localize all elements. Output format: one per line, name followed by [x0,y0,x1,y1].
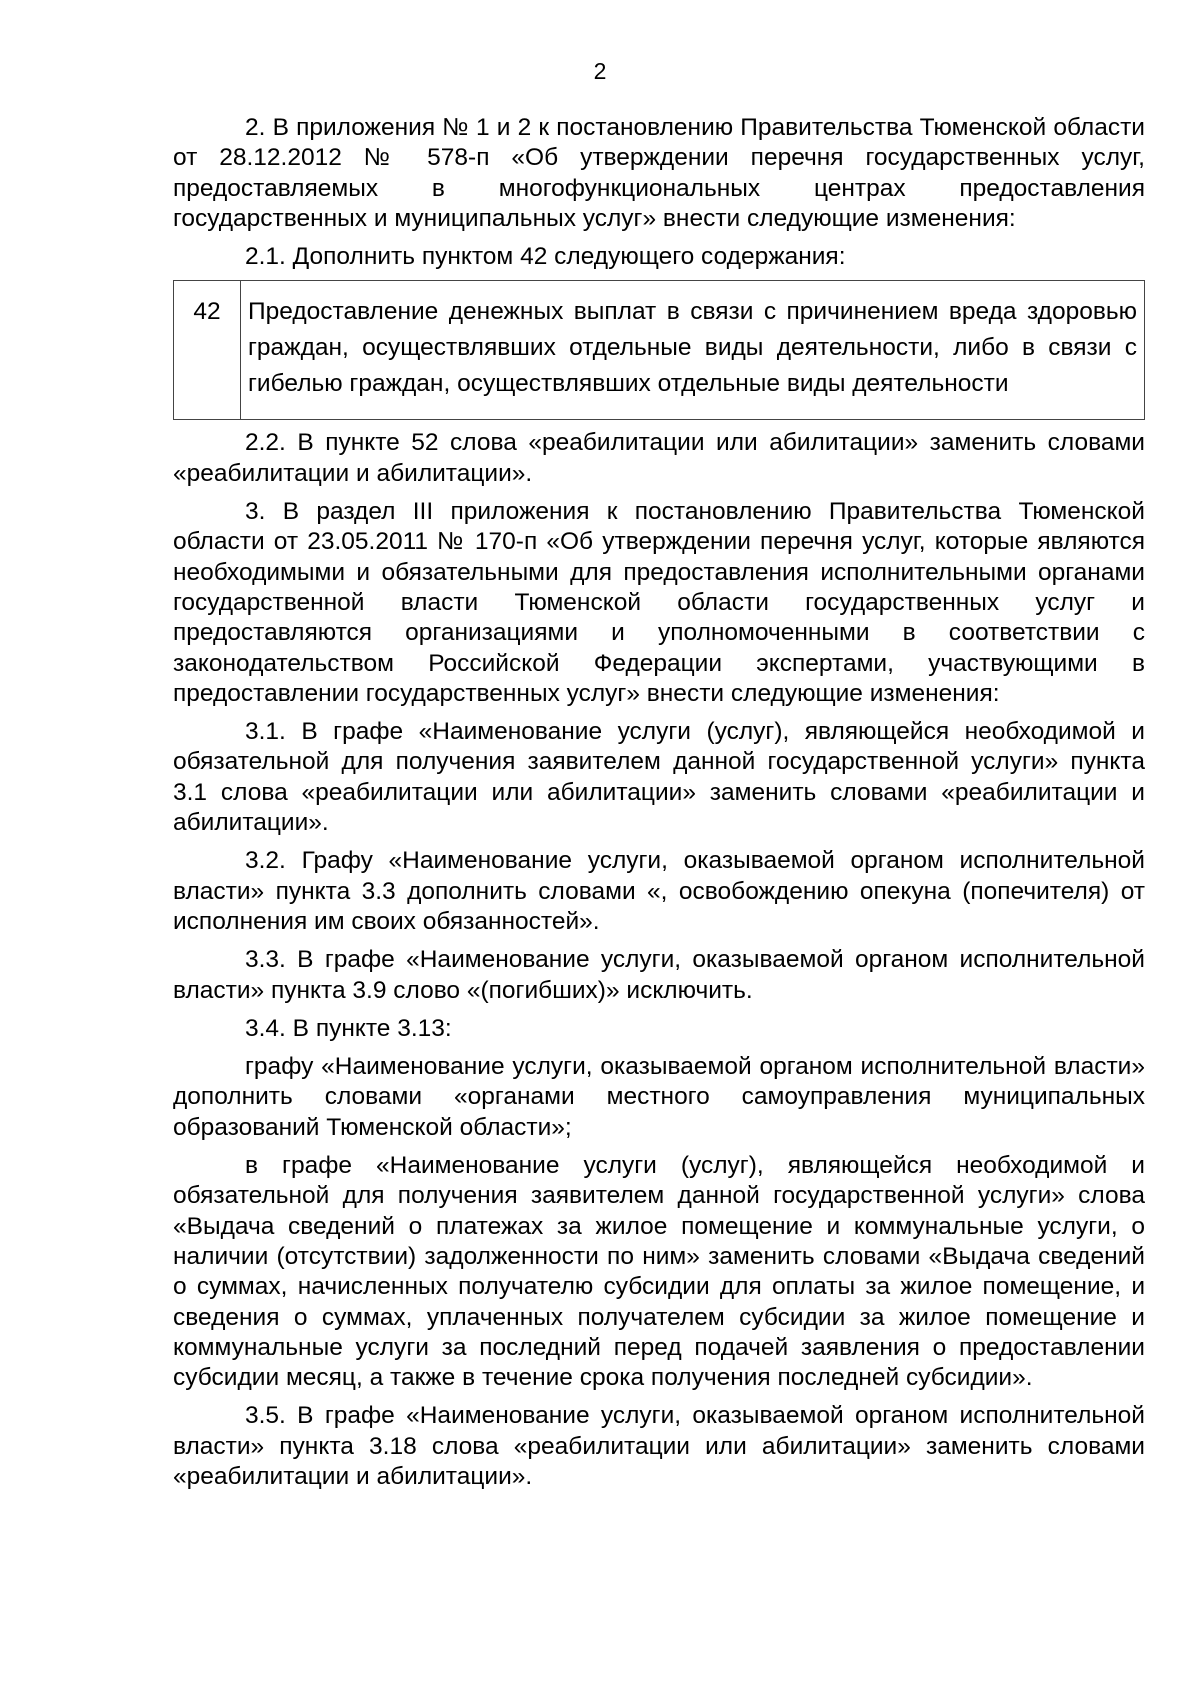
inserted-item-table [173,280,1145,420]
paragraph-3-4-b: в графе «Наименование услуги (услуг), являющейся необходимой и обязательной для получения заявителем данной государственной услуги» слова «Выдача сведений о платежах за жилое помещение и коммунальные услуги, о наличии (отсутствии) задолженности по ним» заменить словами «Выдача сведений о суммах, начисленных получателю субсидии для оплаты за жилое помещение, и сведения о суммах, уплаченных получателем субсидии за жилое помещение и коммунальные услуги за последний перед подачей заявления о предоставлении субсидии месяц, а также в течение срока получения последней субсидии». [173,1152,1145,1392]
paragraph-2-1: 2.1. Дополнить пунктом 42 следующего содержания: [245,243,846,271]
table-row [174,281,1145,420]
paragraph-2-2: 2.2. В пункте 52 слова «реабилитации или абилитации» заменить словами «реабилитации и абилитации». [173,429,1145,487]
paragraph-3-1: 3.1. В графе «Наименование услуги (услуг), являющейся необходимой и обязательной для получения заявителем данной государственной услуги» пункта 3.1 слова «реабилитации или абилитации» заменить словами «реабилитации и абилитации». [173,718,1145,837]
paragraph-3: 3. В раздел III приложения к постановлению Правительства Тюменской области от 23.05.2011 № 170-п «Об утверждении перечня услуг, которые являются необходимыми и обязательными для предоставления исполнительными органами государственной власти Тюменской области государственных услуг и предоставляются организациями и уполномоченными в соответствии с законодательством Российской Федерации экспертами, участвующими в предоставлении государственных услуг» внести следующие изменения: [173,498,1145,707]
paragraph-3-4: 3.4. В пункте 3.13: [245,1014,452,1042]
paragraph-3-2: 3.2. Графу «Наименование услуги, оказываемой органом исполнительной власти» пункта 3.3 дополнить словами «, освобождению опекуна (попечителя) от исполнения им своих обязанностей». [173,847,1145,935]
paragraph-2: 2. В приложения № 1 и 2 к постановлению Правительства Тюменской области от 28.12.2012 № 578-п «Об утверждении перечня государственных услуг, предоставляемых в многофункциональных центрах предоставления государственных и муниципальных услуг» внести следующие изменения: [173,114,1145,232]
page-number: 2 [593,58,607,84]
item-number-cell: 42 [174,281,241,420]
document-body [173,113,1145,1492]
paragraph-3-5: 3.5. В графе «Наименование услуги, оказываемой органом исполнительной власти» пункта 3.18 слова «реабилитации или абилитации» заменить словами «реабилитации и абилитации». [173,1402,1145,1490]
paragraph-3-3: 3.3. В графе «Наименование услуги, оказываемой органом исполнительной власти» пункта 3.9 слово «(погибших)» исключить. [173,946,1145,1004]
paragraph-3-4-a: графу «Наименование услуги, оказываемой органом исполнительной власти» дополнить словами «органами местного самоуправления муниципальных образований Тюменской области»; [173,1053,1145,1141]
item-content-cell: Предоставление денежных выплат в связи с причинением вреда здоровью граждан, осуществлявших отдельные виды деятельности, либо в связи с гибелью граждан, осуществлявших отдельные виды деятельности [241,281,1145,420]
